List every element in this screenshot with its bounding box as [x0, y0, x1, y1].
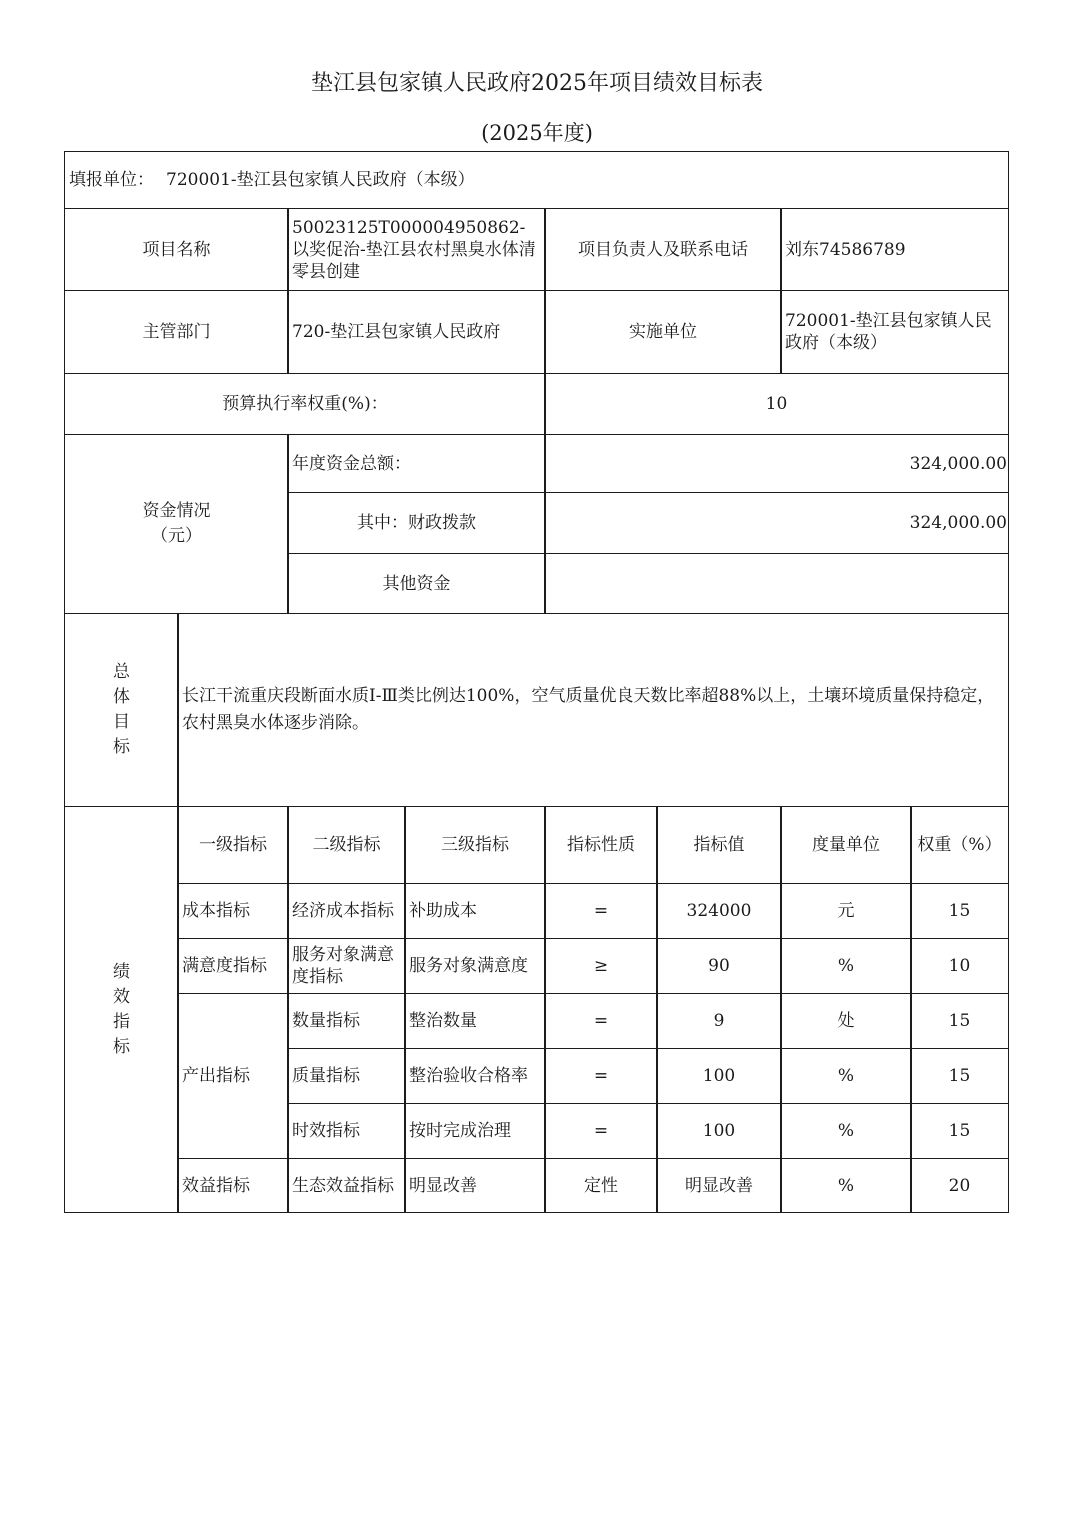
value-cell: 100 [656, 1103, 782, 1159]
funds-label-line2: （元） [151, 526, 202, 546]
performance-label-char: 指 [113, 1011, 130, 1032]
header-level2: 二级指标 [287, 806, 406, 884]
nature-cell: = [544, 1103, 658, 1159]
level2-cell: 服务对象满意度指标 [287, 938, 406, 994]
header-weight: 权重（%） [910, 806, 1009, 884]
level3-cell: 按时完成治理 [404, 1103, 546, 1159]
level3-cell: 整治数量 [404, 993, 546, 1049]
overall-goal-label [64, 613, 179, 807]
level3-cell: 补助成本 [404, 883, 546, 939]
funds-fiscal-value: 324,000.00 [544, 492, 1009, 554]
funds-fiscal-label: 其中：财政拨款 [287, 492, 546, 554]
unit-cell: 处 [780, 993, 912, 1049]
header-value: 指标值 [656, 806, 782, 884]
page-subtitle: (2025年度) [481, 121, 593, 145]
project-name-label: 项目名称 [64, 208, 289, 291]
nature-cell: = [544, 883, 658, 939]
reporting-unit-value: 720001-垫江县包家镇人民政府（本级） [166, 170, 475, 190]
overall-goal-label-char: 总 [113, 662, 130, 682]
header-level3: 三级指标 [404, 806, 546, 884]
nature-cell: 定性 [544, 1158, 658, 1213]
value-cell: 100 [656, 1048, 782, 1104]
header-nature: 指标性质 [544, 806, 658, 884]
funds-other-value [544, 553, 1009, 614]
unit-cell: 元 [780, 883, 912, 939]
value-cell: 9 [656, 993, 782, 1049]
unit-cell: % [780, 938, 912, 994]
level1-cell: 成本指标 [177, 883, 289, 939]
level2-cell: 质量指标 [287, 1048, 406, 1104]
overall-goal-text: 长江干流重庆段断面水质Ⅰ-Ⅲ类比例达100%，空气质量优良天数比率超88%以上，土壤环境质量保持稳定，农村黑臭水体逐步消除。 [177, 613, 1009, 807]
nature-cell: = [544, 993, 658, 1049]
header-level1: 一级指标 [177, 806, 289, 884]
level2-cell: 数量指标 [287, 993, 406, 1049]
value-cell: 324000 [656, 883, 782, 939]
impl-value: 720001-垫江县包家镇人民政府（本级） [780, 290, 1009, 374]
level2-cell: 时效指标 [287, 1103, 406, 1159]
funds-total-value: 324,000.00 [544, 434, 1009, 493]
funds-label-line1: 资金情况 [142, 501, 211, 521]
overall-goal-label-char: 体 [113, 687, 130, 707]
reporting-unit-label: 填报单位： [69, 170, 154, 190]
overall-goal-label-char: 标 [113, 737, 130, 757]
dept-label: 主管部门 [64, 290, 289, 374]
level2-cell: 经济成本指标 [287, 883, 406, 939]
weight-cell: 10 [910, 938, 1009, 994]
level2-cell: 生态效益指标 [287, 1158, 406, 1213]
level1-cell: 满意度指标 [177, 938, 289, 994]
page-title: 垫江县包家镇人民政府2025年项目绩效目标表 [311, 71, 763, 96]
dept-value: 720-垫江县包家镇人民政府 [287, 290, 546, 374]
overall-goal-label-char: 目 [113, 712, 130, 732]
level3-cell: 整治验收合格率 [404, 1048, 546, 1104]
header-unit: 度量单位 [780, 806, 912, 884]
value-cell: 明显改善 [656, 1158, 782, 1213]
funds-label [64, 434, 289, 614]
performance-label-char: 效 [113, 986, 130, 1007]
performance-label-char: 标 [113, 1036, 130, 1057]
value-cell: 90 [656, 938, 782, 994]
level3-cell: 服务对象满意度 [404, 938, 546, 994]
contact-value: 刘东74586789 [780, 208, 1009, 291]
level1-cell: 产出指标 [177, 993, 289, 1159]
performance-label [64, 806, 179, 1213]
funds-total-label: 年度资金总额： [287, 434, 546, 493]
budget-weight-value: 10 [544, 373, 1009, 435]
level1-cell: 效益指标 [177, 1158, 289, 1213]
unit-cell: % [780, 1158, 912, 1213]
budget-weight-label: 预算执行率权重(%)： [64, 373, 546, 435]
nature-cell: = [544, 1048, 658, 1104]
weight-cell: 15 [910, 1048, 1009, 1104]
weight-cell: 15 [910, 883, 1009, 939]
level3-cell: 明显改善 [404, 1158, 546, 1213]
reporting-unit-row [64, 151, 1009, 209]
weight-cell: 20 [910, 1158, 1009, 1213]
weight-cell: 15 [910, 993, 1009, 1049]
unit-cell: % [780, 1048, 912, 1104]
contact-label: 项目负责人及联系电话 [544, 208, 782, 291]
nature-cell: ≥ [544, 938, 658, 994]
performance-label-char: 绩 [113, 961, 130, 982]
project-name-value: 50023125T000004950862-以奖促治-垫江县农村黑臭水体清零县创建 [287, 208, 546, 291]
unit-cell: % [780, 1103, 912, 1159]
weight-cell: 15 [910, 1103, 1009, 1159]
funds-other-label: 其他资金 [287, 553, 546, 614]
impl-label: 实施单位 [544, 290, 782, 374]
